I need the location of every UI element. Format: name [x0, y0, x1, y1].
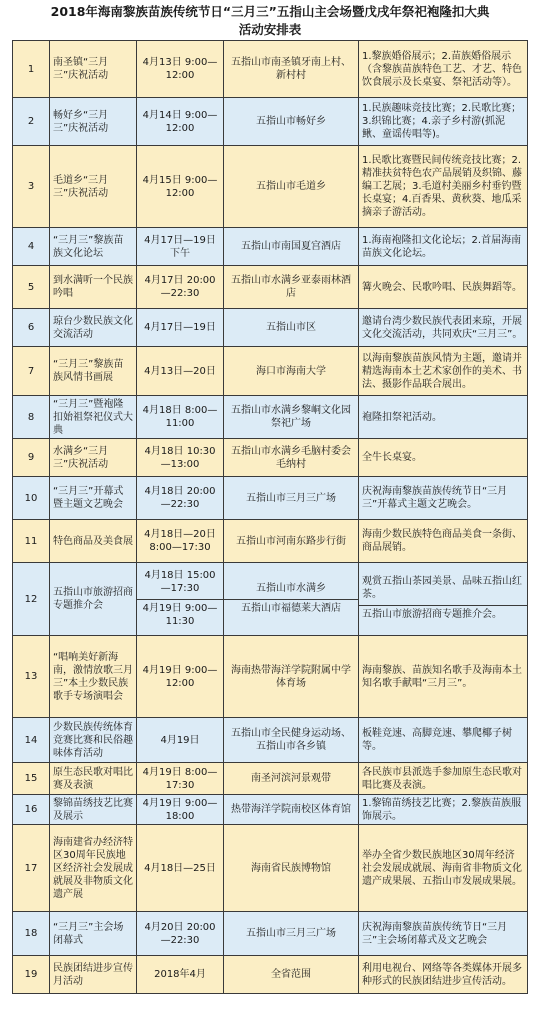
activity-name: 民族团结进步宣传月活动 — [50, 956, 137, 994]
activity-content: 邀请台湾少数民族代表团来琼，开展文化交流活动，共同欢庆“三月三”。 — [359, 309, 528, 347]
table-row — [13, 41, 528, 98]
row-number: 11 — [13, 520, 50, 563]
activity-name: “三月三”暨袍隆扣始祖祭祀仪式大典 — [50, 396, 137, 439]
title-line-2: 活动安排表 — [238, 22, 302, 37]
activity-place-part-1: 五指山市水满乡 — [256, 582, 326, 594]
activity-content-part-2: 五指山市旅游招商专题推介会。 — [359, 605, 527, 623]
activity-time-part-1: 4月18日 15:00—17:30 — [144, 569, 216, 594]
activity-place: 五指山市区 — [224, 309, 359, 347]
activity-content: 篝火晚会、民歌吟唱、民族舞蹈等。 — [359, 266, 528, 309]
activity-place: 五指山市三月三广场 — [224, 912, 359, 956]
page-title — [0, 0, 540, 39]
table-row — [13, 956, 528, 994]
table-row — [13, 228, 528, 266]
activity-name: 琼台少数民族文化交流活动 — [50, 309, 137, 347]
activity-name: 南圣镇“三月三”庆祝活动 — [50, 41, 137, 98]
activity-name: 黎锦苗绣技艺比赛及展示 — [50, 795, 137, 825]
activity-name: 特色商品及美食展 — [50, 520, 137, 563]
activity-content: 海南少数民族特色商品美食一条街、商品展销。 — [359, 520, 528, 563]
table-row — [13, 563, 528, 636]
activity-place: 五指山市河南东路步行街 — [224, 520, 359, 563]
activity-place: 全省范围 — [224, 956, 359, 994]
activity-time-part-2: 4月19日 9:00—11:30 — [137, 599, 223, 630]
activity-name: 海南建省办经济特区30周年民族地区经济社会发展成就展及非物质文化遗产展 — [50, 825, 137, 912]
activity-content: 板鞋竞速、高脚竞速、攀爬椰子树等。 — [359, 718, 528, 763]
activity-name: “三月三”开幕式暨主题文艺晚会 — [50, 477, 137, 520]
row-number: 1 — [13, 41, 50, 98]
row-number: 17 — [13, 825, 50, 912]
activity-time: 4月19日 8:00—17:30 — [137, 763, 224, 795]
activity-name: 五指山市旅游招商专题推介会 — [50, 563, 137, 636]
activity-content: 1.民歌比赛暨民间传统竞技比赛；2.精准扶贫特色农产品展销及织锦、藤编工艺展；3.毛道村美丽乡村垂钓暨长桌宴；4.百香果、黄秋葵、地瓜采摘亲子游活动。 — [359, 146, 528, 228]
activity-place-part-2: 五指山市福德莱大酒店 — [224, 599, 358, 617]
row-number: 16 — [13, 795, 50, 825]
table-row — [13, 309, 528, 347]
table-row — [13, 825, 528, 912]
activity-place: 五指山市水满乡黎峒文化园祭祀广场 — [224, 396, 359, 439]
activity-time: 4月17日—19日 — [137, 309, 224, 347]
row-number: 3 — [13, 146, 50, 228]
activity-place: 海南热带海洋学院附属中学体育场 — [224, 636, 359, 718]
table-row — [13, 396, 528, 439]
table-row — [13, 347, 528, 396]
activity-place: 五指山市毛道乡 — [224, 146, 359, 228]
table-row — [13, 266, 528, 309]
activity-place: 五指山市南圣镇牙南上村、新村村 — [224, 41, 359, 98]
activity-place: 五指山市水满乡亚泰雨林酒店 — [224, 266, 359, 309]
activity-name: 原生态民歌对唱比赛及表演 — [50, 763, 137, 795]
row-number: 6 — [13, 309, 50, 347]
activity-time: 4月18日—25日 — [137, 825, 224, 912]
table-row — [13, 520, 528, 563]
activity-name: “三月三”黎族苗族风情书画展 — [50, 347, 137, 396]
activity-place: 海口市海南大学 — [224, 347, 359, 396]
activity-content — [359, 563, 528, 636]
activity-content: 庆祝海南黎族苗族传统节日“三月三”主会场闭幕式及文艺晚会 — [359, 912, 528, 956]
row-number: 19 — [13, 956, 50, 994]
activity-time: 4月19日 9:00—12:00 — [137, 636, 224, 718]
activity-content: 1.民族趣味竞技比赛；2.民歌比赛；3.织锦比赛；4.亲子乡村游(抓泥鳅、童谣传唱等)。 — [359, 98, 528, 146]
activity-time: 4月18日 20:00—22:30 — [137, 477, 224, 520]
activity-content: 袍隆扣祭祀活动。 — [359, 396, 528, 439]
activity-time: 4月20日 20:00—22:30 — [137, 912, 224, 956]
activity-name: 畅好乡“三月三”庆祝活动 — [50, 98, 137, 146]
activity-content: 举办全省少数民族地区30周年经济社会发展成就展、海南省非物质文化遗产成果展、五指山市发展成果展。 — [359, 825, 528, 912]
activity-time: 4月17日—19日 下午 — [137, 228, 224, 266]
row-number: 10 — [13, 477, 50, 520]
activity-name: 毛道乡“三月三”庆祝活动 — [50, 146, 137, 228]
title-line-1: 2018年海南黎族苗族传统节日“三月三”五指山主会场暨戊戌年祭祀袍隆扣大典 — [50, 4, 490, 19]
activity-time: 2018年4月 — [137, 956, 224, 994]
activity-time: 4月14日 9:00—12:00 — [137, 98, 224, 146]
activity-content: 全牛长桌宴。 — [359, 439, 528, 477]
activity-content: 1.黎锦苗绣技艺比赛；2.黎族苗族服饰展示。 — [359, 795, 528, 825]
activity-time: 4月19日 — [137, 718, 224, 763]
activity-place: 五指山市水满乡毛脑村委会毛纳村 — [224, 439, 359, 477]
table-row — [13, 763, 528, 795]
activity-time: 4月18日 8:00—11:00 — [137, 396, 224, 439]
table-row — [13, 718, 528, 763]
activity-time: 4月15日 9:00—12:00 — [137, 146, 224, 228]
row-number: 5 — [13, 266, 50, 309]
schedule-body — [13, 41, 528, 994]
activity-place: 五指山市三月三广场 — [224, 477, 359, 520]
activity-name: “三月三”黎族苗族文化论坛 — [50, 228, 137, 266]
row-number: 15 — [13, 763, 50, 795]
activity-name: 水满乡“三月三”庆祝活动 — [50, 439, 137, 477]
activity-content: 海南黎族、苗族知名歌手及海南本土知名歌手献唱“三月三”。 — [359, 636, 528, 718]
activity-time: 4月19日 9:00—18:00 — [137, 795, 224, 825]
activity-name: 到水满听一个民族吟唱 — [50, 266, 137, 309]
row-number: 9 — [13, 439, 50, 477]
row-number: 18 — [13, 912, 50, 956]
table-row — [13, 98, 528, 146]
activity-place: 五指山市畅好乡 — [224, 98, 359, 146]
row-number: 2 — [13, 98, 50, 146]
activity-time: 4月18日 10:30—13:00 — [137, 439, 224, 477]
activity-place: 五指山市全民健身运动场、五指山市各乡镇 — [224, 718, 359, 763]
row-number: 13 — [13, 636, 50, 718]
activity-place: 南圣河滨河景观带 — [224, 763, 359, 795]
activity-name: “唱响美好新海南，激情放歌三月三”本土少数民族歌手专场演唱会 — [50, 636, 137, 718]
row-number: 7 — [13, 347, 50, 396]
activity-time — [137, 563, 224, 636]
table-row — [13, 795, 528, 825]
activity-place: 热带海洋学院南校区体育馆 — [224, 795, 359, 825]
schedule-table — [12, 40, 528, 994]
activity-time: 4月18日—20日 8:00—17:30 — [137, 520, 224, 563]
table-row — [13, 636, 528, 718]
activity-content: 各民族市县派选手参加原生态民歌对唱比赛及表演。 — [359, 763, 528, 795]
table-row — [13, 439, 528, 477]
activity-name: “三月三”主会场闭幕式 — [50, 912, 137, 956]
row-number: 12 — [13, 563, 50, 636]
activity-time: 4月17日 20:00—22:30 — [137, 266, 224, 309]
row-number: 8 — [13, 396, 50, 439]
activity-content: 以海南黎族苗族风情为主题，邀请并精选海南本土艺术家创作的美术、书法、摄影作品联合展出。 — [359, 347, 528, 396]
activity-place — [224, 563, 359, 636]
activity-content: 庆祝海南黎族苗族传统节日“三月三”开幕式主题文艺晚会。 — [359, 477, 528, 520]
activity-content: 1.海南袍隆扣文化论坛；2.首届海南苗族文化论坛。 — [359, 228, 528, 266]
activity-content-part-1: 观赏五指山茶园美景、品味五指山红茶。 — [362, 576, 522, 600]
table-row — [13, 146, 528, 228]
activity-place: 海南省民族博物馆 — [224, 825, 359, 912]
activity-name: 少数民族传统体育竞赛比赛和民俗趣味体育活动 — [50, 718, 137, 763]
row-number: 4 — [13, 228, 50, 266]
table-row — [13, 477, 528, 520]
activity-content: 利用电视台、网络等各类媒体开展多种形式的民族团结进步宣传活动。 — [359, 956, 528, 994]
table-row — [13, 912, 528, 956]
activity-place: 五指山市南国夏宫酒店 — [224, 228, 359, 266]
activity-time: 4月13日—20日 — [137, 347, 224, 396]
activity-time: 4月13日 9:00—12:00 — [137, 41, 224, 98]
activity-content: 1.黎族婚俗展示；2.苗族婚俗展示（含黎族苗族特色工艺、才艺、特色饮食展示及长桌宴、祭祀活动等）。 — [359, 41, 528, 98]
row-number: 14 — [13, 718, 50, 763]
